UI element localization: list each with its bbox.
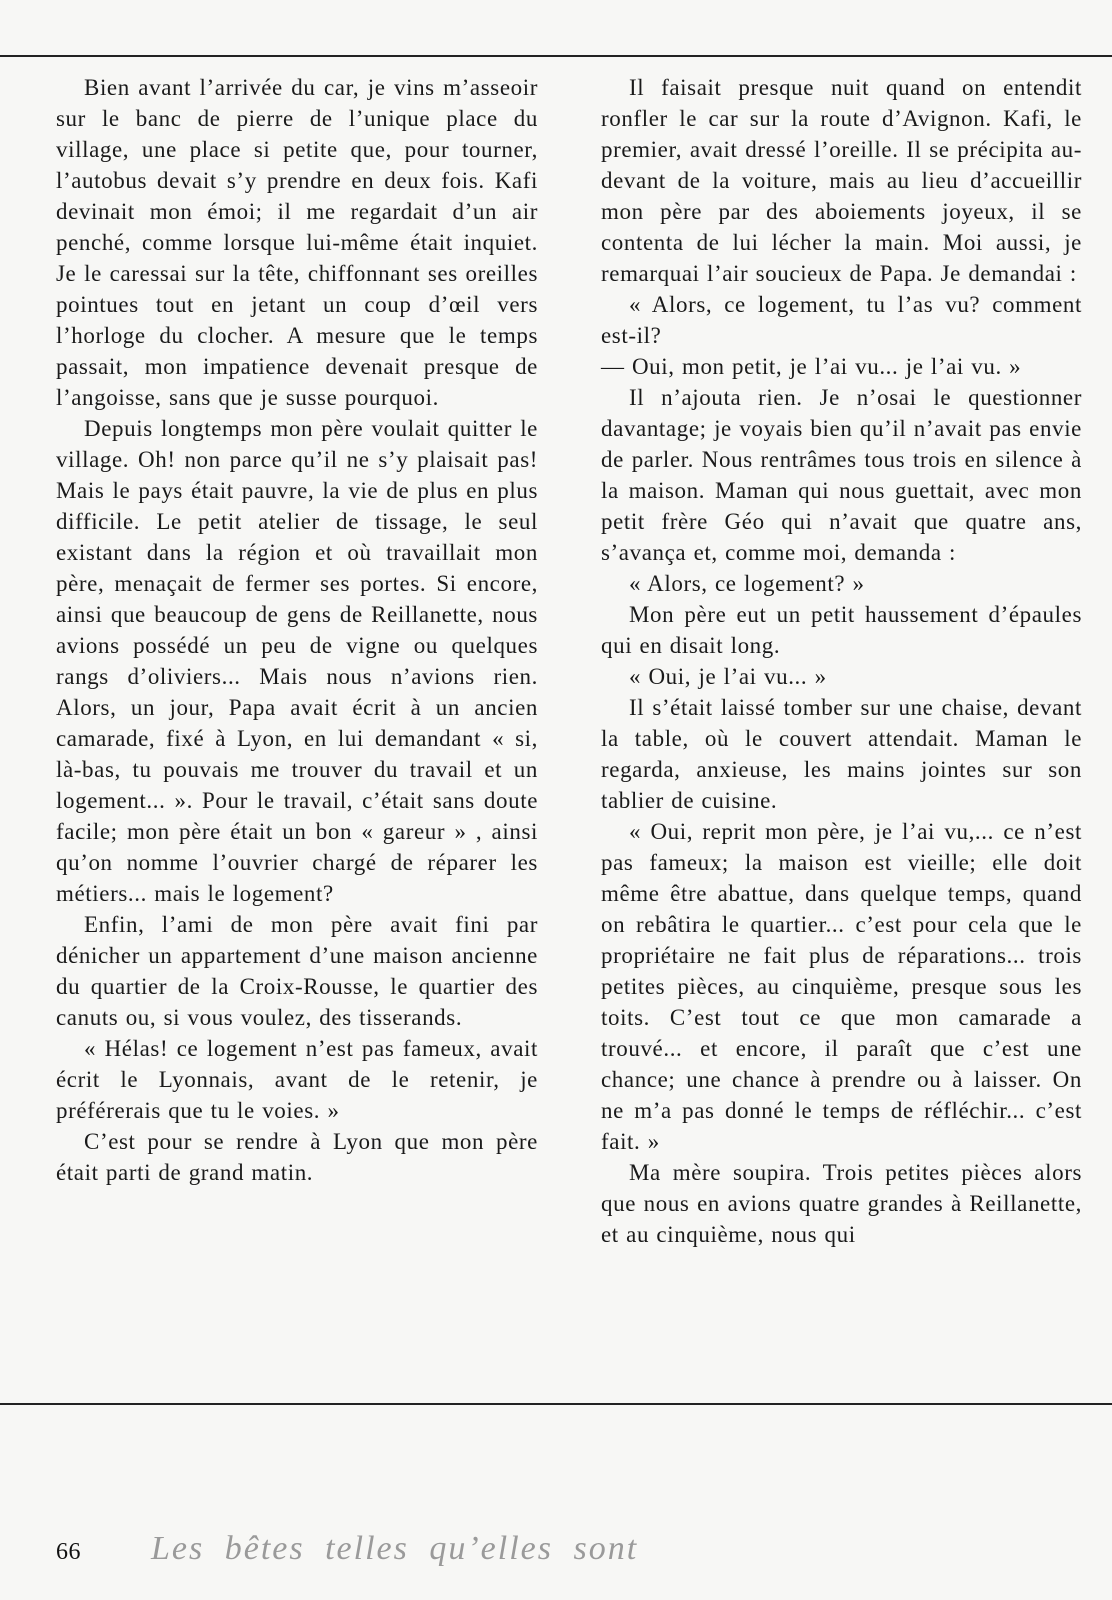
paragraph: — Oui, mon petit, je l’ai vu... je l’ai vu. » bbox=[601, 354, 1022, 379]
paragraph: Il n’ajouta rien. Je n’osai le questionner davantage; je voyais bien qu’il n’avait pas envie de parler. Nous rentrâmes tous trois en silence à la maison. Maman qui nous guettait, avec mon petit frère Géo qui n’avait que quatre ans, s’avança et, comme moi, demanda : bbox=[601, 385, 1082, 565]
paragraph: Depuis longtemps mon père voulait quitter le village. Oh! non parce qu’il ne s’y plaisait pas! Mais le pays était pauvre, la vie de plus en plus difficile. Le petit atelier de tissage, le seul existant dans la région et où travaillait mon père, menaçait de fermer ses portes. Si encore, ainsi que beaucoup de gens de Reillanette, nous avions possédé un peu de vigne ou quelques rangs d’oliviers... Mais nous n’avions rien. Alors, un jour, Papa avait écrit à un ancien camarade, fixé à Lyon, en lui demandant « si, là-bas, tu pouvais me trouver du travail et un logement... ». Pour le travail, c’était sans doute facile; mon père était un bon « gareur » , ainsi qu’on nomme l’ouvrier chargé de réparer les métiers... mais le logement? bbox=[56, 416, 538, 906]
page-footer bbox=[56, 1530, 638, 1568]
paragraph: Bien avant l’arrivée du car, je vins m’asseoir sur le banc de pierre de l’unique place du village, une place si petite que, pour tourner, l’autobus devait s’y prendre en deux fois. Kafi devinait mon émoi; il me regardait d’un air penché, comme lorsque lui-même était inquiet. Je le caressai sur la tête, chiffonnant ses oreilles pointues tout en jetant un coup d’œil vers l’horloge du clocher. A mesure que le temps passait, mon impatience devenait presque de l’angoisse, sans que je susse pourquoi. bbox=[56, 75, 538, 410]
paragraph: Il faisait presque nuit quand on entendit ronfler le car sur la route d’Avignon. Kafi, le premier, avait dressé l’oreille. Il se précipita au-devant de la voiture, mais au lieu d’accueillir mon père par des aboiements joyeux, il se contenta de lui lécher la main. Moi aussi, je remarquai l’air soucieux de Papa. Je demandai : bbox=[601, 75, 1082, 286]
right-column bbox=[601, 72, 1082, 1250]
paragraph: Il s’était laissé tomber sur une chaise, devant la table, où le couvert attendait. Maman le regarda, anxieuse, les mains jointes sur son tablier de cuisine. bbox=[601, 695, 1082, 813]
paragraph: « Oui, je l’ai vu... » bbox=[629, 664, 827, 689]
top-rule bbox=[0, 55, 1112, 57]
paragraph: « Hélas! ce logement n’est pas fameux, avait écrit le Lyonnais, avant de le retenir, je préférerais que tu le voies. » bbox=[56, 1036, 538, 1123]
paragraph: Ma mère soupira. Trois petites pièces alors que nous en avions quatre grandes à Reillanette, et au cinquième, nous qui bbox=[601, 1160, 1082, 1247]
page-number: 66 bbox=[56, 1539, 81, 1565]
paragraph: « Alors, ce logement? » bbox=[629, 571, 865, 596]
running-title: Les bêtes telles qu’elles sont bbox=[151, 1530, 639, 1567]
paragraph: C’est pour se rendre à Lyon que mon père était parti de grand matin. bbox=[56, 1129, 538, 1185]
paragraph: Enfin, l’ami de mon père avait fini par dénicher un appartement d’une maison ancienne du quartier de la Croix-Rousse, le quartier des canuts ou, si vous voulez, des tisserands. bbox=[56, 912, 538, 1030]
left-column bbox=[56, 72, 538, 1188]
paragraph: « Alors, ce logement, tu l’as vu? comment est-il? bbox=[601, 292, 1082, 348]
paragraph: « Oui, reprit mon père, je l’ai vu,... ce n’est pas fameux; la maison est vieille; elle doit même être abattue, dans quelque temps, quand on rebâtira le quartier... c’est pour cela que le propriétaire ne fait plus de réparations... trois petites pièces, au cinquième, presque sous les toits. C’est tout ce que mon camarade a trouvé... et encore, il paraît que c’est une chance; une chance à prendre ou à laisser. On ne m’a pas donné le temps de réfléchir... c’est fait. » bbox=[601, 819, 1082, 1154]
bottom-rule bbox=[0, 1403, 1112, 1405]
paragraph: Mon père eut un petit haussement d’épaules qui en disait long. bbox=[601, 602, 1082, 658]
